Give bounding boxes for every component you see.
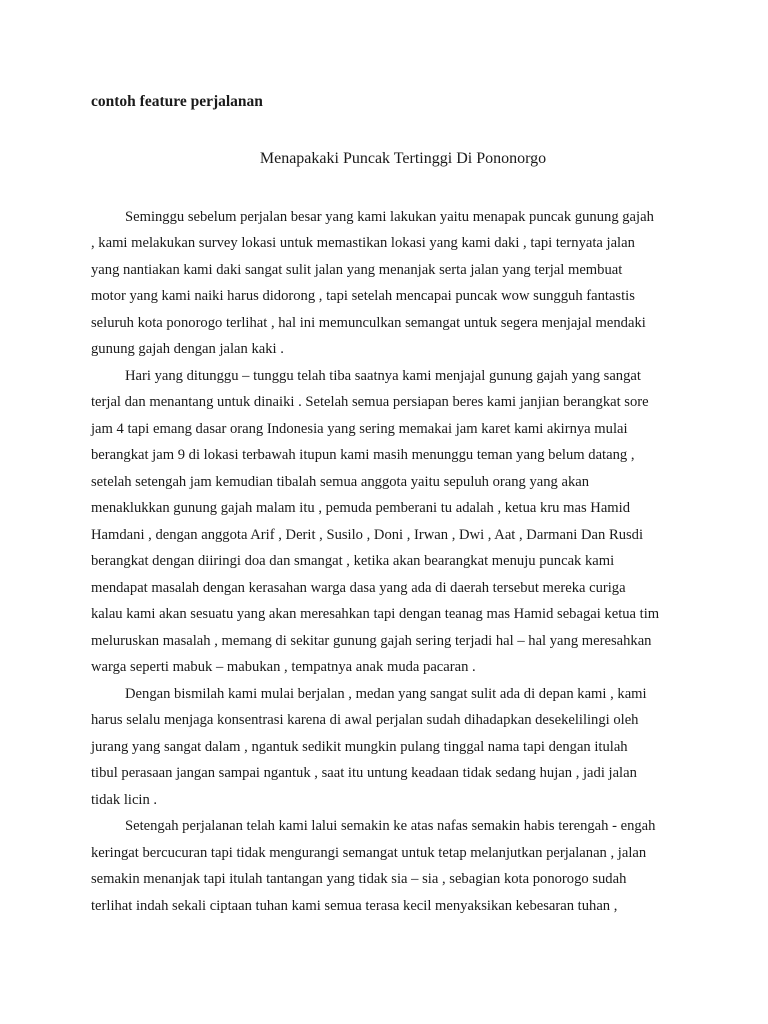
body-line: jurang yang sangat dalam , ngantuk sedikit mungkin pulang tinggal nama tapi dengan itulah <box>91 739 628 755</box>
body-line: jam 4 tapi emang dasar orang Indonesia yang sering memakai jam karet kami akirnya mulai <box>91 421 628 437</box>
body-line: kalau kami akan sesuatu yang akan meresahkan tapi dengan teanag mas Hamid sebagai ketua tim <box>91 606 660 622</box>
body-line: keringat bercucuran tapi tidak mengurangi semangat untuk tetap melanjutkan perjalanan , jalan <box>91 845 647 861</box>
body-line: mendapat masalah dengan kerasahan warga dasa yang ada di daerah tersebut mereka curiga <box>91 580 626 596</box>
body-line: semakin menanjak tapi itulah tantangan yang tidak sia – sia , sebagian kota ponorogo sudah <box>91 871 627 887</box>
body-line: seluruh kota ponorogo terlihat , hal ini memunculkan semangat untuk segera menjajal mendaki <box>91 315 646 331</box>
body-line: Dengan bismilah kami mulai berjalan , medan yang sangat sulit ada di depan kami , kami <box>125 686 647 702</box>
body-line: yang nantiakan kami daki sangat sulit jalan yang menanjak serta jalan yang terjal membuat <box>91 262 623 278</box>
body-line: setelah setengah jam kemudian tibalah semua anggota yaitu sepuluh orang yang akan <box>91 474 590 490</box>
body-line: Hamdani , dengan anggota Arif , Derit , Susilo , Doni , Irwan , Dwi , Aat , Darmani Dan Rusdi <box>91 527 644 543</box>
body-line: Hari yang ditunggu – tunggu telah tiba saatnya kami menjajal gunung gajah yang sangat <box>125 368 641 384</box>
body-line: , kami melakukan survey lokasi untuk memastikan lokasi yang kami daki , tapi ternyata jalan <box>91 235 635 251</box>
body-line: meluruskan masalah , memang di sekitar gunung gajah sering terjadi hal – hal yang meresahkan <box>91 633 652 649</box>
body-line: terjal dan menantang untuk dinaiki . Setelah semua persiapan beres kami janjian berangkat sore <box>91 394 649 410</box>
body-line: tibul perasaan jangan sampai ngantuk , saat itu untung keadaan tidak sedang hujan , jadi jalan <box>91 765 637 781</box>
body-line: motor yang kami naiki harus didorong , tapi setelah mencapai puncak wow sungguh fantastis <box>91 288 635 304</box>
body-line: warga seperti mabuk – mabukan , tempatnya anak muda pacaran . <box>91 659 476 675</box>
body-line: menaklukkan gunung gajah malam itu , pemuda pemberani tu adalah , ketua kru mas Hamid <box>91 500 630 516</box>
article-title: Menapakaki Puncak Tertinggi Di Pononorgo <box>259 150 547 167</box>
body-line: Seminggu sebelum perjalan besar yang kami lakukan yaitu menapak puncak gunung gajah <box>125 209 654 225</box>
body-line: berangkat jam 9 di lokasi terbawah itupun kami masih menunggu teman yang belum datang , <box>91 447 635 463</box>
body-line: tidak licin . <box>91 792 158 808</box>
body-line: Setengah perjalanan telah kami lalui semakin ke atas nafas semakin habis terengah - engah <box>125 818 656 834</box>
body-line: terlihat indah sekali ciptaan tuhan kami semua terasa kecil menyaksikan kebesaran tuhan , <box>91 898 618 914</box>
document-heading: contoh feature perjalanan <box>91 93 263 110</box>
body-line: harus selalu menjaga konsentrasi karena di awal perjalan sudah dihadapkan desekelilingi oleh <box>91 712 639 728</box>
body-line: berangkat dengan diiringi doa dan smangat , ketika akan bearangkat menuju puncak kami <box>91 553 615 569</box>
body-line: gunung gajah dengan jalan kaki . <box>91 341 284 357</box>
